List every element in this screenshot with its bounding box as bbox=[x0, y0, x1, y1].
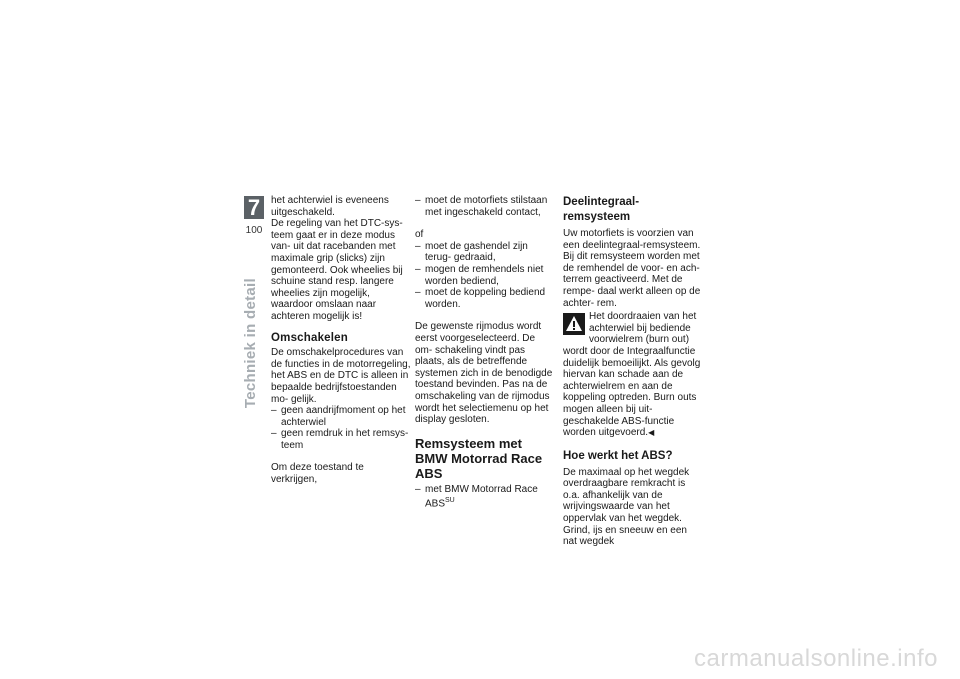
condition-list bbox=[415, 195, 555, 218]
chapter-number: 7 bbox=[244, 196, 264, 219]
paragraph: Uw motorfiets is voorzien van een deelintegraal-remsysteem. Bij dit remsysteem worden met de remhendel de voor- en ach- terrem geactiveerd. Met de rempe- daal werkt alleen op de achter- rem. bbox=[563, 228, 701, 309]
column-1 bbox=[271, 195, 411, 486]
list-item: – geen aandrijfmoment op het achterwiel bbox=[271, 405, 411, 428]
list-item: – moet de gashendel zijn terug- gedraaid, bbox=[415, 241, 555, 264]
paragraph: De regeling van het DTC-sys- teem gaat er in deze modus van- uit dat racebanden met maximale grip (slicks) zijn gemonteerd. Ook wheelies bij schuine stand resp. langere wheelies zijn mogelijk, waardoor omslaan naar achteren mogelijk is! bbox=[271, 218, 403, 322]
warning-text: Het doordraaien van het achterwiel bij bediende voorwielrem (burn out) wordt door de Integraalfunctie duidelijk bemoeilijkt. Als gevolg hiervan kan schade aan de achterwielrem en aan de koppeling optreden. Burn outs mogen alleen bij uit- geschakelde ABS-functie worden uitgevoerd. bbox=[563, 311, 701, 439]
page-number: 100 bbox=[245, 225, 263, 236]
list-item: – geen remdruk in het remsys- teem bbox=[271, 428, 411, 451]
paragraph-of: of bbox=[415, 229, 424, 241]
column-2 bbox=[415, 195, 555, 510]
list-item bbox=[415, 484, 555, 511]
paragraph: Om deze toestand te verkrijgen, bbox=[271, 462, 364, 486]
paragraph: De omschakelprocedures van de functies in de motorregeling, het ABS en de DTC is alleen in bepaalde bedrijfstoestanden mo- gelijk. bbox=[271, 347, 411, 405]
abs-superscript: SU bbox=[445, 497, 455, 505]
paragraph: De gewenste rijmodus wordt eerst voorgeselecteerd. De om- schakeling vindt pas plaats, als de betreffende systemen zich in de benodigde toestand bevinden. Pas na de omschakeling van de rijmodus wordt het selectiemenu op het display gesloten. bbox=[415, 321, 553, 426]
paragraph: het achterwiel is eveneens uitgeschakeld. bbox=[271, 195, 389, 218]
abs-list bbox=[415, 484, 555, 511]
watermark: carmanualsonline.info bbox=[694, 645, 938, 672]
heading-abs: Hoe werkt het ABS? bbox=[563, 449, 673, 462]
chapter-side-title bbox=[242, 278, 264, 409]
heading-deelintegraal: Deelintegraal-remsysteem bbox=[563, 196, 640, 223]
condition-list bbox=[415, 241, 555, 311]
list-item: – moet de motorfiets stilstaan met ingeschakeld contact, bbox=[415, 195, 555, 218]
column-3 bbox=[563, 195, 703, 548]
paragraph: De maximaal op het wegdek overdraagbare remkracht is o.a. afhankelijk van de wrijvingswaarde van het oppervlak van het wegdek. Grind, ijs en sneeuw en een nat wegdek bbox=[563, 466, 690, 548]
abs-item-text: met BMW Motorrad Race ABS bbox=[425, 483, 538, 510]
list-item: – moet de koppeling bediend worden. bbox=[415, 287, 555, 310]
heading-remsysteem: Remsysteem met BMW Motorrad Race ABS bbox=[415, 435, 543, 481]
condition-list bbox=[271, 405, 411, 451]
chapter-title-text: Techniek in detail bbox=[242, 278, 259, 409]
end-mark-icon: ◀ bbox=[648, 428, 655, 438]
warning-icon bbox=[563, 313, 585, 335]
list-item: – mogen de remhendels niet worden bediend, bbox=[415, 264, 555, 287]
heading-omschakelen: Omschakelen bbox=[271, 331, 348, 344]
warning-block bbox=[563, 311, 703, 439]
